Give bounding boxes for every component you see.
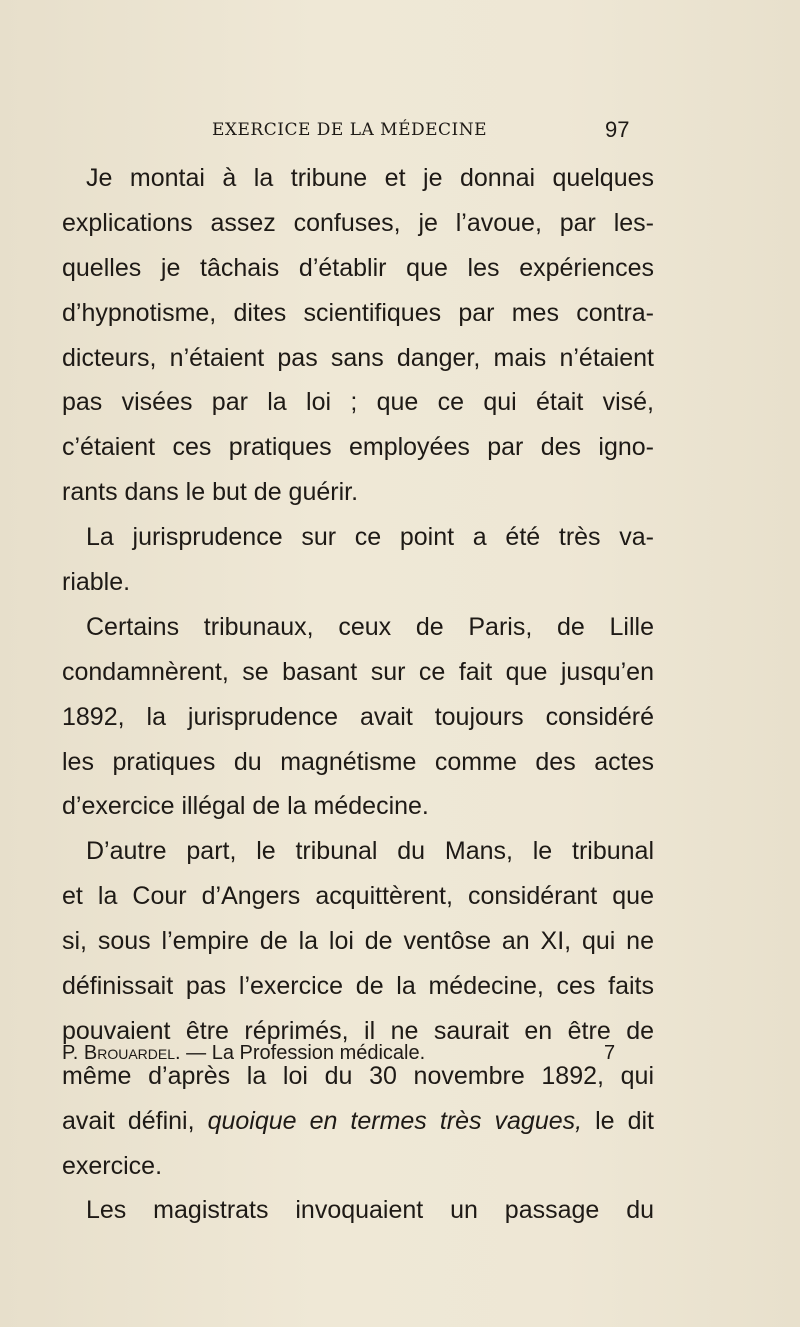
text-line: même d’après la loi du 30 novembre 1892, qui <box>62 1061 654 1090</box>
running-title: EXERCICE DE LA MÉDECINE <box>212 120 488 140</box>
text-line: les pratiques du magnétisme comme des actes <box>62 747 654 776</box>
text-line: pas visées par la loi ; que ce qui était visé, <box>62 388 654 417</box>
text-line: Certains tribunaux, ceux de Paris, de Lille <box>86 612 654 641</box>
text-line: définissait pas l’exercice de la médecine, ces faits <box>62 972 654 1001</box>
text-line: dicteurs, n’étaient pas sans danger, mais n’étaient <box>62 343 654 372</box>
text-line: explications assez confuses, je l’avoue, par les- <box>62 208 654 237</box>
text-segment: avait défini, <box>62 1106 195 1135</box>
text-line: exercice. <box>62 1151 163 1180</box>
footer-citation <box>62 1042 425 1065</box>
text-line-with-italic <box>62 1099 654 1144</box>
text-line: 1892, la jurisprudence avait toujours considéré <box>62 702 654 731</box>
text-line: c’étaient ces pratiques employées par des igno- <box>62 433 654 462</box>
text-line: et la Cour d’Angers acquittèrent, considérant que <box>62 882 654 911</box>
text-line: La jurisprudence sur ce point a été très va- <box>86 523 654 552</box>
text-line: rants dans le but de guérir. <box>62 478 359 507</box>
text-line: pouvaient être réprimés, il ne saurait en être de <box>62 1016 654 1045</box>
italic-phrase: quoique en termes très vagues, <box>207 1106 583 1135</box>
work-title: La Profession médicale. <box>211 1042 426 1064</box>
body-text <box>62 156 654 1233</box>
text-line: quelles je tâchais d’établir que les expériences <box>62 253 654 282</box>
text-segment: le dit <box>595 1106 655 1135</box>
text-line: d’hypnotisme, dites scientifiques par mes contra- <box>62 298 654 327</box>
text-line: Les magistrats invoquaient un passage du <box>86 1196 654 1225</box>
author-name: Brouardel. <box>83 1042 181 1064</box>
footer-separator: — <box>186 1042 207 1064</box>
page-header <box>212 117 652 145</box>
signature-mark: 7 <box>604 1042 616 1064</box>
text-line: Je montai à la tribune et je donnai quelques <box>86 164 654 192</box>
text-line: D’autre part, le tribunal du Mans, le tribunal <box>86 837 654 866</box>
text-line: si, sous l’empire de la loi de ventôse an XI, qui ne <box>62 927 654 956</box>
text-line: riable. <box>62 568 131 597</box>
text-line: d’exercice illégal de la médecine. <box>62 792 429 821</box>
text-line: condamnèrent, se basant sur ce fait que jusqu’en <box>62 657 654 686</box>
author-initial: P. <box>62 1042 79 1064</box>
page-number: 97 <box>605 117 630 142</box>
page-footer <box>62 1042 622 1066</box>
